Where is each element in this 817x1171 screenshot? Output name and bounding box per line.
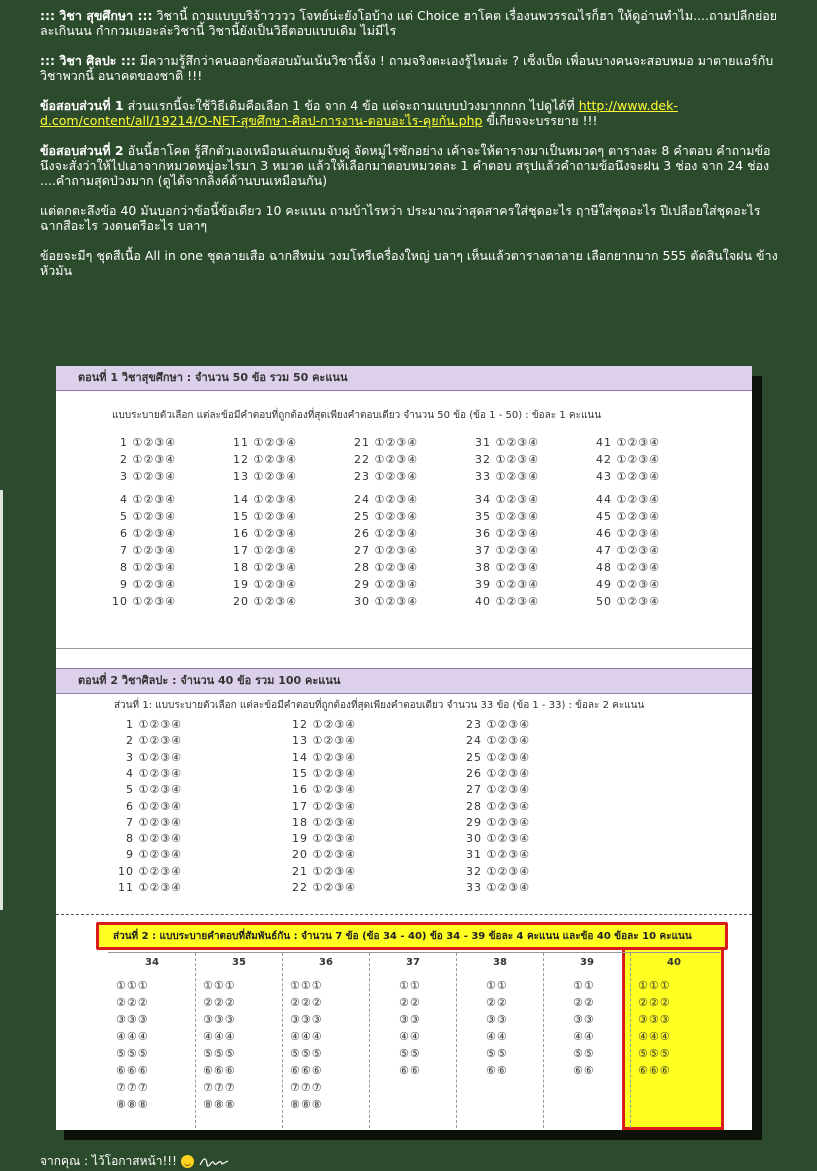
answer-item-s2-7: 7 ①②③④ (118, 815, 182, 829)
smiley-icon (181, 1155, 194, 1168)
matching-table-cell: ⑤⑤ (573, 1047, 595, 1060)
answer-item-s2-1: 1 ①②③④ (118, 718, 182, 731)
matching-table (108, 952, 720, 1130)
answer-item-s1-37: 37 ①②③④ (475, 544, 539, 557)
matching-table-cell: ⑥⑥⑥ (116, 1064, 149, 1077)
matching-table-header-38: 38 (493, 957, 507, 968)
matching-table-cell: ②②② (116, 996, 149, 1009)
matching-table-cell: ⑦⑦⑦ (290, 1081, 323, 1094)
answer-item-s1-41: 41 ①②③④ (596, 436, 660, 449)
matching-table-cell: ①①① (203, 979, 236, 992)
answer-item-s2-22: 22 ①②③④ (292, 881, 356, 894)
matching-table-cell: ⑤⑤⑤ (290, 1047, 323, 1060)
answer-item-s1-4: 4 ①②③④ (112, 493, 176, 506)
answer-item-s2-16: 16 ①②③④ (292, 783, 356, 797)
answer-item-s1-1: 1 ①②③④ (112, 436, 176, 449)
answer-item-s2-21: 21 ①②③④ (292, 864, 356, 878)
matching-table-cell: ⑧⑧⑧ (116, 1098, 149, 1111)
options-paragraph: ข้อยจะมีๆ ชุดสีเนื้อ All in one ชุดลายเสือ ฉากสีหม่น วงมโหรีเครื่องใหญ่ บลาๆ เห็นแล้วตารางตาลาย เลือกยากมาก 555 ตัดสินใจฝน ข้างหัวมัน (40, 248, 778, 278)
answer-item-s1-24: 24 ①②③④ (354, 493, 418, 506)
matching-table-cell: ③③ (486, 1013, 508, 1026)
part-2-instruction: ส่วนที่ 2 : แบบระบายคำตอบที่สัมพันธ์กัน : จำนวน 7 ข้อ (ข้อ 34 - 40) ข้อ 34 - 39 ข้อละ 4 คะแนน และข้อ 40 ข้อละ 10 คะแนน (113, 931, 692, 942)
answer-item-s2-20: 20 ①②③④ (292, 848, 356, 862)
answer-item-s1-36: 36 ①②③④ (475, 527, 539, 540)
matching-table-header-36: 36 (319, 957, 333, 968)
answer-item-s2-2: 2 ①②③④ (118, 734, 182, 748)
answer-item-s1-42: 42 ①②③④ (596, 453, 660, 466)
answer-item-s2-12: 12 ①②③④ (292, 718, 356, 731)
matching-table-cell: ⑥⑥⑥ (290, 1064, 323, 1077)
answer-item-s1-29: 29 ①②③④ (354, 578, 418, 591)
answer-item-s2-32: 32 ①②③④ (466, 864, 530, 878)
answer-item-s2-17: 17 ①②③④ (292, 799, 356, 813)
left-edge-line (0, 490, 3, 910)
matching-table-cell: ③③③ (290, 1013, 323, 1026)
answer-item-s1-14: 14 ①②③④ (233, 493, 297, 506)
matching-table-cell: ④④④ (638, 1030, 671, 1043)
part1-title: ข้อสอบส่วนที่ 1 (40, 98, 124, 113)
signature-icon (198, 1155, 230, 1168)
answer-item-s1-15: 15 ①②③④ (233, 510, 297, 523)
matching-table-divider (456, 953, 457, 1128)
answer-item-s1-16: 16 ①②③④ (233, 527, 297, 540)
matching-table-cell: ⑧⑧⑧ (290, 1098, 323, 1111)
dashed-divider (56, 914, 752, 915)
matching-table-cell: ①① (399, 979, 421, 992)
answer-item-s2-3: 3 ①②③④ (118, 750, 182, 764)
section-2 (56, 668, 752, 1130)
answer-item-s2-26: 26 ①②③④ (466, 766, 530, 780)
matching-table-cell: ③③ (573, 1013, 595, 1026)
matching-table-divider (543, 953, 544, 1128)
matching-table-cell: ⑥⑥⑥ (203, 1064, 236, 1077)
answer-item-s1-9: 9 ①②③④ (112, 578, 176, 591)
matching-table-cell: ③③ (399, 1013, 421, 1026)
matching-table-cell: ②② (486, 996, 508, 1009)
answer-item-s1-33: 33 ①②③④ (475, 470, 539, 483)
matching-table-cell: ①①① (290, 979, 323, 992)
answer-item-s1-18: 18 ①②③④ (233, 561, 297, 574)
answer-item-s2-10: 10 ①②③④ (118, 864, 182, 878)
answer-item-s1-6: 6 ①②③④ (112, 527, 176, 540)
section-1-instruction: แบบระบายตัวเลือก แต่ละข้อมีคำตอบที่ถูกต้องที่สุดเพียงคำตอบเดียว จำนวน 50 ข้อ (ข้อ 1 - 50) : ข้อละ 1 คะแนน (112, 410, 602, 421)
answer-item-s2-31: 31 ①②③④ (466, 848, 530, 862)
footer-line (40, 1152, 230, 1171)
answer-item-s2-29: 29 ①②③④ (466, 815, 530, 829)
part2-body: อันนี้ฮาโคต รู้สึกตัวเองเหมือนเล่นเกมจับคู่ จัดหมู่ไรซักอย่าง เค้าจะให้ตารางมาเป็นหมวดๆ ตารางละ 8 คำตอบ คำถามข้อนึงจะสั่งว่าให้ไปเอาจากหมวดหมู่อะไรมา 3 หมวด แล้วให้เลือกมาตอบหมวดละ 1 คำตอบ สรุปแล้วคำถามข้อนึงจะฝน 3 ช่อง จาก 24 ช่อง (40, 143, 771, 173)
section-1-header: ตอนที่ 1 วิชาสุขศึกษา : จำนวน 50 ข้อ รวม 50 คะแนน (56, 366, 752, 391)
answer-item-s1-27: 27 ①②③④ (354, 544, 418, 557)
answer-item-s1-21: 21 ①②③④ (354, 436, 418, 449)
answer-item-s2-27: 27 ①②③④ (466, 783, 530, 797)
answer-item-s1-30: 30 ①②③④ (354, 595, 418, 608)
matching-table-cell: ⑧⑧⑧ (203, 1098, 236, 1111)
matching-table-cell: ①① (573, 979, 595, 992)
answer-item-s2-19: 19 ①②③④ (292, 832, 356, 846)
answer-item-s1-3: 3 ①②③④ (112, 470, 176, 483)
matching-table-cell: ⑤⑤⑤ (116, 1047, 149, 1060)
health-paragraph (40, 8, 780, 38)
part2-title: ข้อสอบส่วนที่ 2 (40, 143, 124, 158)
arts-body: มีความรู้สึกว่าคนออกข้อสอบมันเน้นวิชานี้จัง ! ถามจริงตะเองรู้ไหมล่ะ ? เซ็งเป็ด เพื่อนบางคนจะสอบหมอ มาตายแอร์กับวิชาพวกนี้ อนาคตของชาติ !!! (40, 53, 774, 83)
forum-post (40, 8, 780, 293)
matching-table-cell: ③③③ (116, 1013, 149, 1026)
answer-item-s2-5: 5 ①②③④ (118, 783, 182, 797)
part1-paragraph (40, 98, 780, 128)
answer-item-s1-35: 35 ①②③④ (475, 510, 539, 523)
answer-item-s1-49: 49 ①②③④ (596, 578, 660, 591)
answer-item-s2-33: 33 ①②③④ (466, 881, 530, 894)
matching-table-cell: ①①① (638, 979, 671, 992)
dekd-link[interactable]: http://www.dek-d.com/content/all/19214/O-NET-สุขศึกษา-ศิลป-การงาน-ตอบอะไร-คุยกัน.php (40, 98, 678, 128)
part1-body: ส่วนแรกนี้จะใช้วิธีเดิมคือเลือก 1 ข้อ จาก 4 ข้อ แต่จะถามแบบป่วงมากกกก ไปดูได้ที่ (123, 98, 579, 113)
answer-item-s2-30: 30 ①②③④ (466, 832, 530, 846)
answer-item-s1-50: 50 ①②③④ (596, 595, 660, 608)
matching-table-cell: ⑤⑤ (399, 1047, 421, 1060)
answer-item-s1-25: 25 ①②③④ (354, 510, 418, 523)
answer-item-s1-45: 45 ①②③④ (596, 510, 660, 523)
answer-item-s1-2: 2 ①②③④ (112, 453, 176, 466)
answer-item-s1-12: 12 ①②③④ (233, 453, 297, 466)
answer-item-s1-23: 23 ①②③④ (354, 470, 418, 483)
answer-item-s2-11: 11 ①②③④ (118, 881, 182, 894)
answer-item-s1-46: 46 ①②③④ (596, 527, 660, 540)
section-2-header: ตอนที่ 2 วิชาศิลปะ : จำนวน 40 ข้อ รวม 100 คะแนน (56, 668, 752, 694)
answer-item-s1-47: 47 ①②③④ (596, 544, 660, 557)
part2-paragraph (40, 143, 780, 188)
answer-item-s1-10: 10 ①②③④ (112, 595, 176, 608)
section-1 (56, 366, 752, 649)
matching-table-cell: ⑦⑦⑦ (116, 1081, 149, 1094)
answer-item-s1-20: 20 ①②③④ (233, 595, 297, 608)
answer-item-s1-44: 44 ①②③④ (596, 493, 660, 506)
answer-item-s1-26: 26 ①②③④ (354, 527, 418, 540)
matching-table-cell: ⑤⑤ (486, 1047, 508, 1060)
matching-table-cell: ⑥⑥ (573, 1064, 595, 1077)
matching-table-cell: ②②② (203, 996, 236, 1009)
matching-table-cell: ⑥⑥ (486, 1064, 508, 1077)
matching-table-cell: ①①① (116, 979, 149, 992)
matching-table-header-40: 40 (667, 957, 681, 968)
answer-item-s1-5: 5 ①②③④ (112, 510, 176, 523)
matching-table-cell: ①① (486, 979, 508, 992)
matching-table-cell: ④④④ (290, 1030, 323, 1043)
answer-item-s2-14: 14 ①②③④ (292, 750, 356, 764)
health-body: วิชานี้ ถามแบบบริจ้าวววว โจทย์น่ะยังโอบ้าง แต่ Choice ฮาโคต เรื่องนพวรรณไรก็ฮา ให้ดูอ่านทำไม....ถามปลีกย่อยละเกินนน กำกวมเยอะล่ะวิชานี้ วิชานี้ยังเป็นวิธีตอบแบบเดิม ไม่มีไร (40, 8, 778, 38)
answer-item-s1-22: 22 ①②③④ (354, 453, 418, 466)
matching-table-cell: ④④ (573, 1030, 595, 1043)
answer-item-s2-4: 4 ①②③④ (118, 766, 182, 780)
footer-text: จากคุณ : ไว้โอกาสหน้า!!! (40, 1154, 181, 1168)
answer-item-s1-32: 32 ①②③④ (475, 453, 539, 466)
answer-item-s2-13: 13 ①②③④ (292, 734, 356, 748)
matching-table-cell: ⑥⑥ (399, 1064, 421, 1077)
answer-sheet-image (56, 366, 752, 1130)
arts-paragraph (40, 53, 780, 83)
matching-table-cell: ⑦⑦⑦ (203, 1081, 236, 1094)
answer-item-s1-48: 48 ①②③④ (596, 561, 660, 574)
part1-after: ขี้เกียจจะบรรยาย !!! (482, 113, 598, 128)
matching-table-cell: ④④④ (203, 1030, 236, 1043)
answer-item-s1-7: 7 ①②③④ (112, 544, 176, 557)
matching-table-cell: ④④ (399, 1030, 421, 1043)
health-title: ::: วิชา สุขศึกษา ::: (40, 8, 153, 23)
answer-item-s2-24: 24 ①②③④ (466, 734, 530, 748)
matching-table-cell: ⑤⑤⑤ (638, 1047, 671, 1060)
matching-table-cell: ②②② (638, 996, 671, 1009)
matching-table-header-39: 39 (580, 957, 594, 968)
matching-table-header-35: 35 (232, 957, 246, 968)
matching-table-cell: ⑥⑥⑥ (638, 1064, 671, 1077)
part-2-instruction-highlight (96, 922, 728, 950)
matching-table-header-37: 37 (406, 957, 420, 968)
answer-item-s1-31: 31 ①②③④ (475, 436, 539, 449)
answer-item-s2-23: 23 ①②③④ (466, 718, 530, 731)
answer-item-s2-25: 25 ①②③④ (466, 750, 530, 764)
matching-table-header-34: 34 (145, 957, 159, 968)
answer-item-s1-38: 38 ①②③④ (475, 561, 539, 574)
answer-item-s1-19: 19 ①②③④ (233, 578, 297, 591)
answer-item-s1-43: 43 ①②③④ (596, 470, 660, 483)
matching-table-cell: ④④ (486, 1030, 508, 1043)
matching-table-divider (630, 953, 631, 1128)
matching-table-cell: ④④④ (116, 1030, 149, 1043)
arts-title: ::: วิชา ศิลปะ ::: (40, 53, 136, 68)
matching-table-divider (282, 953, 283, 1128)
matching-table-divider (195, 953, 196, 1128)
answer-item-s2-9: 9 ①②③④ (118, 848, 182, 862)
matching-table-cell: ②②② (290, 996, 323, 1009)
answer-item-s1-13: 13 ①②③④ (233, 470, 297, 483)
answer-item-s1-11: 11 ①②③④ (233, 436, 297, 449)
answer-item-s2-18: 18 ①②③④ (292, 815, 356, 829)
answer-item-s1-39: 39 ①②③④ (475, 578, 539, 591)
matching-table-cell: ③③③ (203, 1013, 236, 1026)
part2-extra: ....คำถามสุดป่วงมาก (ดูได้จากลิงค์ด้านบนเหมือนกัน) (40, 173, 328, 188)
answer-item-s2-15: 15 ①②③④ (292, 766, 356, 780)
matching-table-cell: ②② (399, 996, 421, 1009)
matching-table-divider (369, 953, 370, 1128)
answer-item-s1-34: 34 ①②③④ (475, 493, 539, 506)
q40-paragraph: แต่ตกตะลึงข้อ 40 มันบอกว่าข้อนี้ข้อเดียว 10 คะแนน ถามบ้าไรหว่า ประมาณว่าสุดสาครใส่ชุดอะไร ฤาษีใส่ชุดอะไร ปีเปลือยใส่ชุดอะไร ฉากสีอะไร วงดนตรีอะไร บลาๆ (40, 203, 761, 233)
answer-item-s1-8: 8 ①②③④ (112, 561, 176, 574)
matching-table-cell: ⑤⑤⑤ (203, 1047, 236, 1060)
answer-item-s2-28: 28 ①②③④ (466, 799, 530, 813)
answer-item-s1-40: 40 ①②③④ (475, 595, 539, 608)
matching-table-cell: ③③③ (638, 1013, 671, 1026)
section-2-instruction: ส่วนที่ 1: แบบระบายตัวเลือก แต่ละข้อมีคำตอบที่ถูกต้องที่สุดเพียงคำตอบเดียว จำนวน 33 ข้อ (ข้อ 1 - 33) : ข้อละ 2 คะแนน (114, 700, 645, 711)
answer-item-s2-8: 8 ①②③④ (118, 832, 182, 846)
answer-item-s2-6: 6 ①②③④ (118, 799, 182, 813)
answer-item-s1-17: 17 ①②③④ (233, 544, 297, 557)
answer-item-s1-28: 28 ①②③④ (354, 561, 418, 574)
matching-table-cell: ②② (573, 996, 595, 1009)
